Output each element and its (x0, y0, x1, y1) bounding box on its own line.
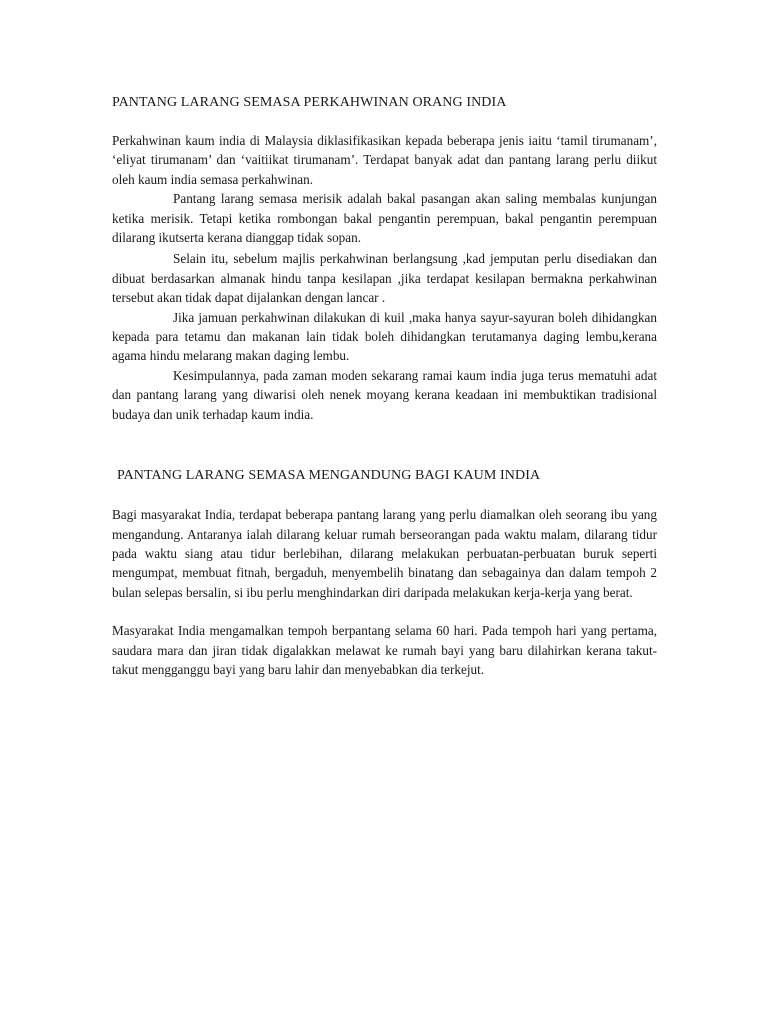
section-1-paragraph-3: Selain itu, sebelum majlis perkahwinan berlangsung ,kad jemputan perlu disediakan dan dibuat berdasarkan almanak hindu tanpa kesilapan ,jika terdapat kesilapan bermakna perkahwinan tersebut akan tidak dapat dijalankan dengan lancar . (112, 251, 657, 306)
section-2-title: PANTANG LARANG SEMASA MENGANDUNG BAGI KAUM INDIA (117, 468, 541, 484)
section-2-paragraph-2: Masyarakat India mengamalkan tempoh berpantang selama 60 hari. Pada tempoh hari yang pertama, saudara mara dan jiran tidak digalakkan melawat ke rumah bayi yang baru dilahirkan kerana takut-takut mengganggu bayi yang baru lahir dan menyebabkan dia terkejut. (112, 623, 657, 677)
document-page (112, 94, 657, 679)
section-2-paragraph-1: Bagi masyarakat India, terdapat beberapa pantang larang yang perlu diamalkan oleh seorang ibu yang mengandung. Antaranya ialah dilarang keluar rumah berseorangan pada waktu malam, dilarang tidur pada waktu siang atau tidur berlebihan, dilarang melakukan perbuatan-perbuatan buruk seperti mengumpat, membuat fitnah, bergaduh, menyembelih binatang dan sebagainya dan dalam tempoh 2 bulan selepas bersalin, si ibu perlu menghindarkan diri daripada melakukan kerja-kerja yang berat. (112, 507, 657, 600)
section-1-title: PANTANG LARANG SEMASA PERKAHWINAN ORANG INDIA (112, 95, 507, 110)
section-1-paragraph-5: Kesimpulannya, pada zaman moden sekarang ramai kaum india juga terus mematuhi adat dan pantang larang yang diwarisi oleh nenek moyang kerana keadaan ini membuktikan tradisional budaya dan unik terhadap kaum india. (112, 367, 657, 422)
section-1-paragraph-4: Jika jamuan perkahwinan dilakukan di kuil ,maka hanya sayur-sayuran boleh dihidangkan kepada para tetamu dan makanan lain tidak boleh dihidangkan terutamanya daging lembu,kerana agama hindu melarang makan daging lembu. (112, 309, 657, 364)
section-1-paragraph-2: Pantang larang semasa merisik adalah bakal pasangan akan saling membalas kunjungan ketika merisik. Tetapi ketika rombongan bakal pengantin perempuan, bakal pengantin perempuan dilarang ikutserta kerana dianggap tidak sopan. (112, 191, 657, 246)
section-1-paragraph-1: Perkahwinan kaum india di Malaysia diklasifikasikan kepada beberapa jenis iaitu ‘tamil tirumanam’, ‘eliyat tirumanam’ dan ‘vaitiikat tirumanam’. Terdapat banyak adat dan pantang larang perlu diikut oleh kaum india semasa perkahwinan. (112, 133, 657, 187)
